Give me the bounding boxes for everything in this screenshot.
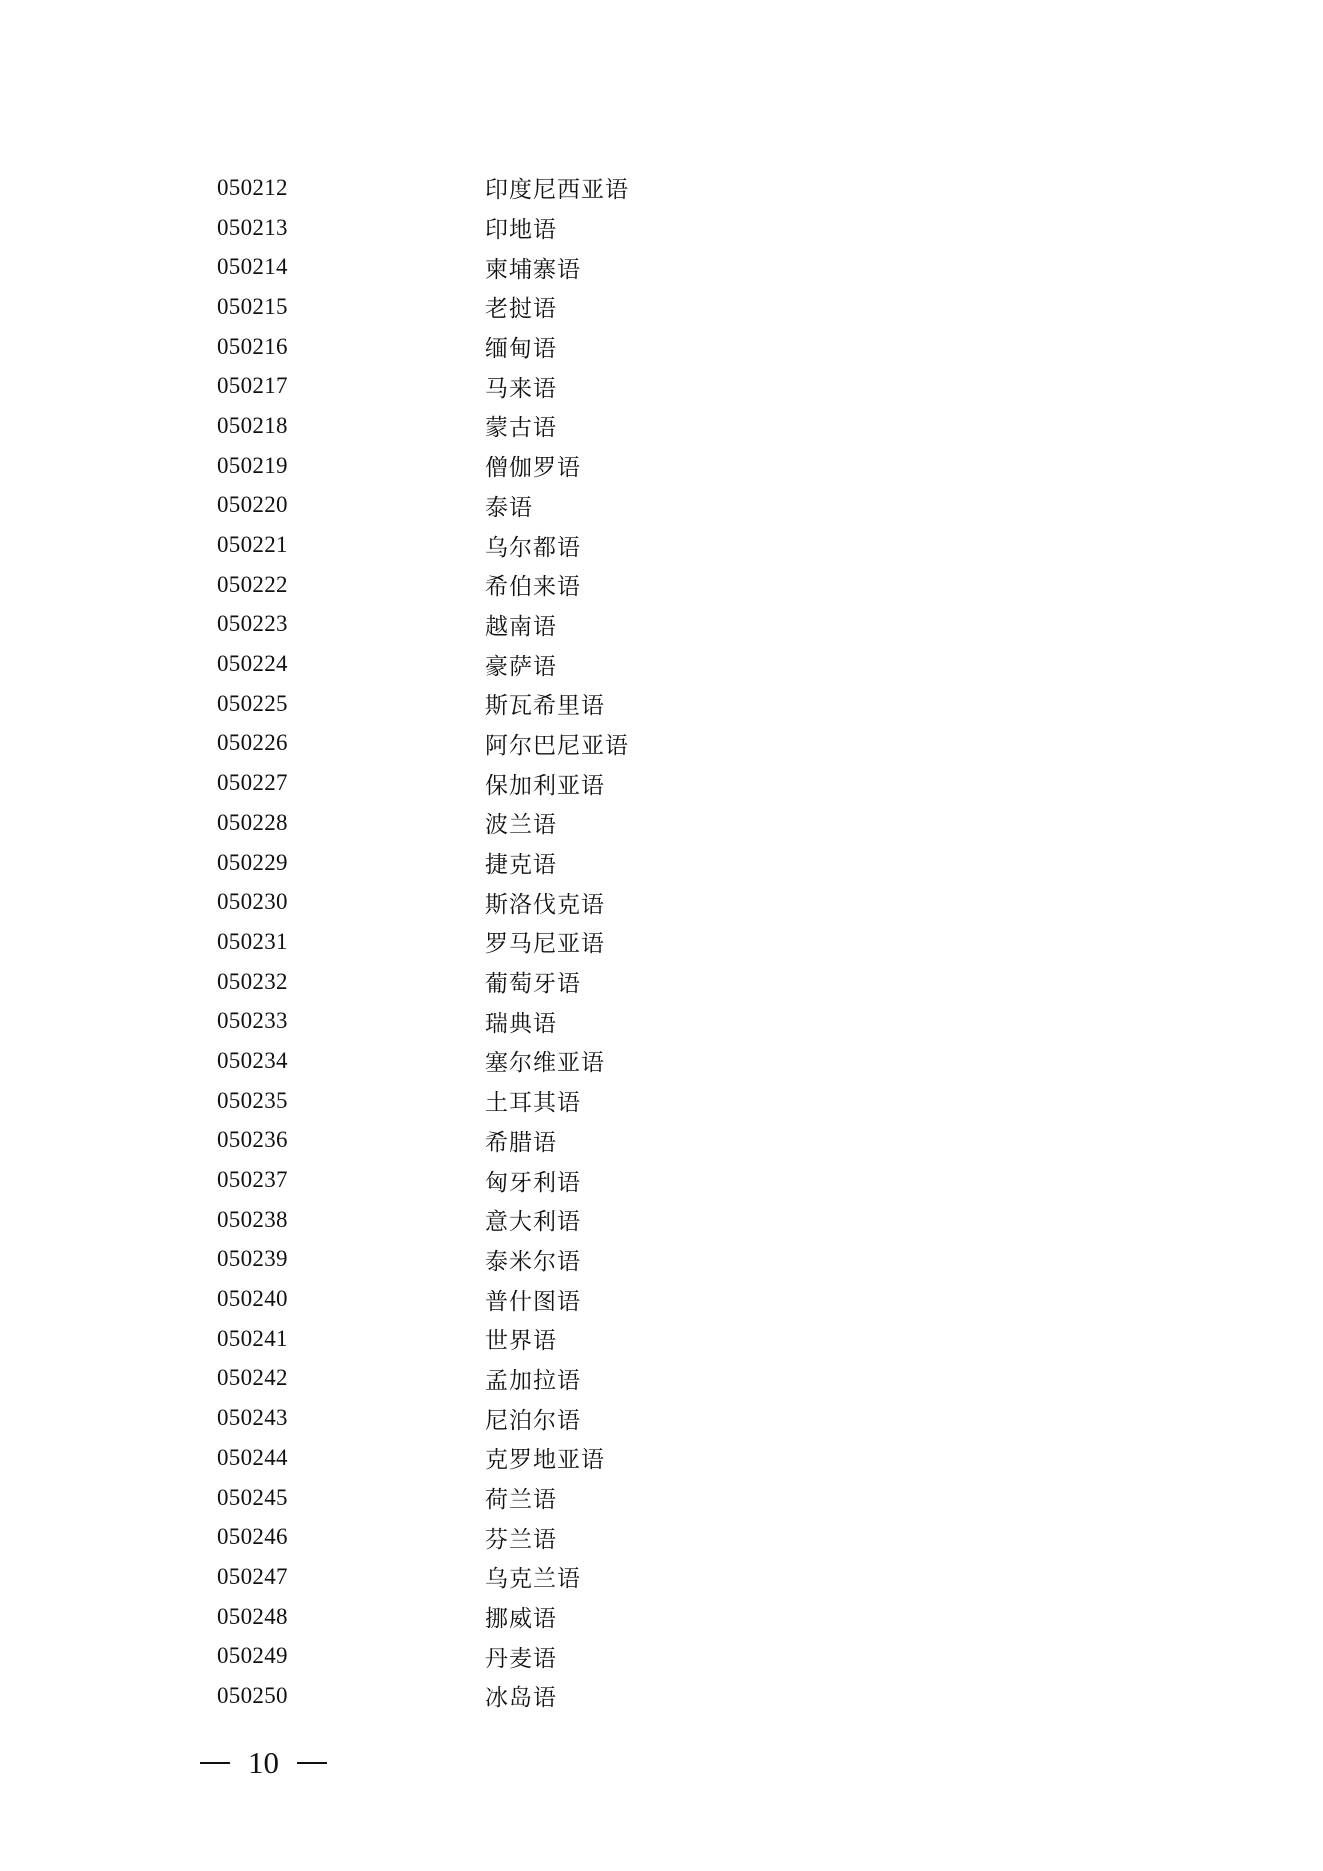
major-code: 050233 (217, 1008, 288, 1034)
list-item (217, 247, 1117, 287)
major-code: 050214 (217, 254, 288, 280)
major-name: 蒙古语 (485, 415, 557, 442)
major-code: 050217 (217, 373, 288, 399)
major-name: 斯洛伐克语 (485, 891, 605, 918)
major-code: 050218 (217, 412, 288, 438)
major-name: 泰米尔语 (485, 1248, 581, 1275)
major-name: 豪萨语 (485, 653, 557, 680)
major-code: 050222 (217, 571, 288, 597)
list-item (217, 644, 1117, 684)
list-item (217, 1160, 1117, 1200)
list-item (217, 1478, 1117, 1518)
major-code: 050241 (217, 1325, 288, 1351)
major-name: 阿尔巴尼亚语 (485, 732, 629, 759)
major-name: 丹麦语 (485, 1645, 557, 1672)
footer-dash-right (297, 1762, 327, 1764)
major-name: 印度尼西亚语 (485, 177, 629, 204)
major-code: 050230 (217, 889, 288, 915)
major-name: 希伯来语 (485, 574, 581, 601)
major-name: 罗马尼亚语 (485, 931, 605, 958)
major-code: 050219 (217, 452, 288, 478)
major-name: 世界语 (485, 1328, 557, 1355)
list-item (217, 1279, 1117, 1319)
major-name: 尼泊尔语 (485, 1407, 581, 1434)
major-code: 050242 (217, 1365, 288, 1391)
list-item (217, 327, 1117, 367)
major-code: 050237 (217, 1167, 288, 1193)
list-item (217, 406, 1117, 446)
major-name: 塞尔维亚语 (485, 1050, 605, 1077)
list-item (217, 1676, 1117, 1716)
major-name: 越南语 (485, 613, 557, 640)
major-code: 050236 (217, 1127, 288, 1153)
list-item (217, 525, 1117, 565)
major-name: 波兰语 (485, 812, 557, 839)
major-code: 050240 (217, 1286, 288, 1312)
list-item (217, 208, 1117, 248)
major-name: 斯瓦希里语 (485, 693, 605, 720)
major-name: 普什图语 (485, 1288, 581, 1315)
major-code: 050223 (217, 611, 288, 637)
major-code: 050215 (217, 293, 288, 319)
major-code: 050243 (217, 1405, 288, 1431)
major-code: 050239 (217, 1246, 288, 1272)
page-number: 10 (248, 1745, 279, 1780)
list-item (217, 565, 1117, 605)
footer-dash-left (200, 1762, 230, 1764)
major-name: 芬兰语 (485, 1526, 557, 1553)
list-item (217, 843, 1117, 883)
major-name: 孟加拉语 (485, 1367, 581, 1394)
major-code: 050216 (217, 333, 288, 359)
list-item (217, 1597, 1117, 1637)
major-code: 050229 (217, 849, 288, 875)
major-name: 挪威语 (485, 1606, 557, 1633)
list-item (217, 922, 1117, 962)
list-item (217, 1636, 1117, 1676)
page-footer (200, 1745, 327, 1781)
major-code: 050246 (217, 1524, 288, 1550)
list-item (217, 882, 1117, 922)
major-name: 保加利亚语 (485, 772, 605, 799)
list-item (217, 1001, 1117, 1041)
major-name: 荷兰语 (485, 1487, 557, 1514)
major-code: 050220 (217, 492, 288, 518)
list-item (217, 486, 1117, 526)
major-name: 葡萄牙语 (485, 971, 581, 998)
major-code: 050235 (217, 1087, 288, 1113)
list-item (217, 1517, 1117, 1557)
major-code: 050238 (217, 1206, 288, 1232)
major-name: 冰岛语 (485, 1685, 557, 1712)
major-code: 050228 (217, 809, 288, 835)
list-item (217, 1319, 1117, 1359)
list-item (217, 962, 1117, 1002)
list-item (217, 366, 1117, 406)
major-name: 土耳其语 (485, 1090, 581, 1117)
major-name: 意大利语 (485, 1209, 581, 1236)
list-item (217, 1438, 1117, 1478)
major-name: 马来语 (485, 375, 557, 402)
major-code: 050221 (217, 532, 288, 558)
major-name: 乌克兰语 (485, 1566, 581, 1593)
major-name: 泰语 (485, 494, 533, 521)
major-code: 050231 (217, 928, 288, 954)
major-code: 050247 (217, 1563, 288, 1589)
list-item (217, 803, 1117, 843)
major-code: 050234 (217, 1047, 288, 1073)
major-code: 050250 (217, 1682, 288, 1708)
major-code: 050226 (217, 730, 288, 756)
list-item (217, 1398, 1117, 1438)
major-name: 希腊语 (485, 1129, 557, 1156)
major-name: 匈牙利语 (485, 1169, 581, 1196)
list-item (217, 1081, 1117, 1121)
major-code: 050224 (217, 651, 288, 677)
major-code: 050232 (217, 968, 288, 994)
major-name: 乌尔都语 (485, 534, 581, 561)
major-code: 050225 (217, 690, 288, 716)
major-name: 僧伽罗语 (485, 455, 581, 482)
major-code: 050213 (217, 214, 288, 240)
list-item (217, 287, 1117, 327)
major-code: 050244 (217, 1444, 288, 1470)
major-name: 克罗地亚语 (485, 1447, 605, 1474)
list-item (217, 605, 1117, 645)
major-code: 050245 (217, 1484, 288, 1510)
major-code: 050227 (217, 770, 288, 796)
list-item (217, 1359, 1117, 1399)
major-code: 050248 (217, 1603, 288, 1629)
list-item (217, 1041, 1117, 1081)
list-item (217, 446, 1117, 486)
major-code: 050249 (217, 1643, 288, 1669)
major-code: 050212 (217, 174, 288, 200)
major-name: 缅甸语 (485, 336, 557, 363)
list-item (217, 1121, 1117, 1161)
major-name: 印地语 (485, 217, 557, 244)
major-name: 老挝语 (485, 296, 557, 323)
major-list (217, 168, 1117, 1716)
major-name: 柬埔寨语 (485, 256, 581, 283)
list-item (217, 1557, 1117, 1597)
list-item (217, 168, 1117, 208)
list-item (217, 1200, 1117, 1240)
list-item (217, 1240, 1117, 1280)
list-item (217, 763, 1117, 803)
list-item (217, 724, 1117, 764)
major-name: 捷克语 (485, 852, 557, 879)
major-name: 瑞典语 (485, 1010, 557, 1037)
list-item (217, 684, 1117, 724)
